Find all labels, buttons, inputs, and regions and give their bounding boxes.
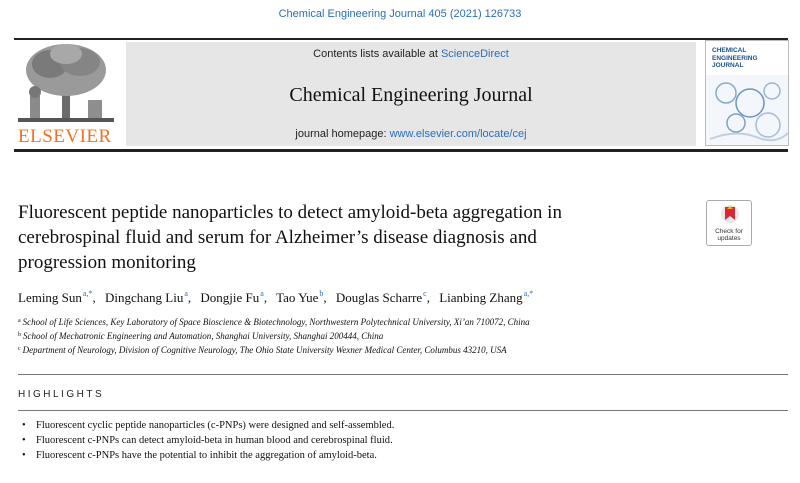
- affiliation-text: Department of Neurology, Division of Cognitive Neurology, The Ohio State University Wexner Medical Center, Columbus 43210, USA: [22, 345, 507, 355]
- highlight-item: • Fluorescent cyclic peptide nanoparticles (c-PNPs) were designed and self-assembled.: [20, 418, 394, 433]
- journal-cover-thumbnail[interactable]: [705, 40, 789, 146]
- author-list: [18, 289, 533, 306]
- affiliation-key: b: [18, 332, 21, 338]
- affiliation-text: School of Life Sciences, Key Laboratory of Space Bioscience & Biotechnology, Northwestern Polytechnical University, Xi’an 710072, China: [22, 317, 530, 327]
- homepage-line: [126, 128, 696, 140]
- author-name: Douglas Scharre: [335, 290, 423, 305]
- highlights-top-divider: [18, 374, 788, 375]
- author-affiliation-mark[interactable]: a,*: [82, 289, 93, 298]
- cover-title: [712, 47, 758, 70]
- journal-header-box: [126, 42, 696, 146]
- sciencedirect-link[interactable]: ScienceDirect: [440, 48, 509, 60]
- contents-line: [126, 48, 696, 60]
- author-affiliation-mark[interactable]: a: [260, 289, 264, 298]
- header-bottom-rule: [14, 149, 788, 152]
- cover-title-line: JOURNAL: [712, 62, 744, 69]
- affiliation-text: School of Mechatronic Engineering and Automation, Shanghai University, Shanghai 200444, China: [23, 331, 384, 341]
- author-name: Tao Yue: [276, 290, 319, 305]
- header-top-rule: [14, 38, 788, 40]
- cover-artwork-icon: [706, 75, 789, 146]
- homepage-link[interactable]: www.elsevier.com/locate/cej: [389, 128, 527, 140]
- affiliation-c: [18, 343, 530, 357]
- elsevier-wordmark: ELSEVIER: [18, 126, 112, 147]
- author-name: Dongjie Fu: [200, 290, 260, 305]
- title-line: Fluorescent peptide nanoparticles to detect amyloid-beta aggregation in: [18, 202, 562, 223]
- highlight-item: • Fluorescent c-PNPs can detect amyloid-beta in human blood and cerebrospinal fluid.: [20, 433, 394, 448]
- affiliation-a: [18, 315, 530, 329]
- check-for-updates-button[interactable]: [706, 200, 752, 246]
- highlight-item: • Fluorescent c-PNPs have the potential to inhibit the aggregation of amyloid-beta.: [20, 448, 394, 463]
- highlights-heading: HIGHLIGHTS: [18, 389, 105, 400]
- check-updates-icon: [707, 201, 753, 229]
- author[interactable]: Tao Yue$^b$,: [276, 289, 327, 305]
- author[interactable]: Dingchang Liu$^a$,: [104, 289, 192, 305]
- homepage-prefix: journal homepage:: [295, 128, 390, 140]
- author-affiliation-mark[interactable]: c: [423, 289, 427, 298]
- author-name: Lianbing Zhang: [439, 290, 523, 305]
- highlights-list: [20, 418, 394, 463]
- affiliation-b: [18, 329, 530, 343]
- check-updates-line: updates: [717, 235, 741, 242]
- check-updates-line: Check for: [715, 228, 743, 235]
- highlights-bottom-divider: [18, 410, 788, 411]
- affiliation-list: [18, 315, 530, 357]
- cover-title-line: ENGINEERING: [712, 54, 758, 62]
- journal-name: Chemical Engineering Journal: [289, 84, 533, 106]
- author-affiliation-mark[interactable]: a: [184, 289, 188, 298]
- affiliation-key: a: [18, 318, 21, 324]
- title-line: cerebrospinal fluid and serum for Alzheimer’s disease diagnosis and: [18, 227, 537, 248]
- cover-title-line: CHEMICAL: [712, 47, 747, 54]
- check-updates-label: [707, 228, 751, 242]
- author-affiliation-mark[interactable]: a,*: [523, 289, 534, 298]
- author-name: Dingchang Liu: [104, 290, 184, 305]
- affiliation-key: c: [18, 346, 21, 352]
- author[interactable]: Douglas Scharre$^c$,: [335, 289, 430, 305]
- author-name: Leming Sun: [18, 290, 82, 305]
- article-title: [18, 200, 678, 275]
- author[interactable]: Dongjie Fu$^a$,: [200, 289, 268, 305]
- contents-prefix: Contents lists available at: [313, 48, 441, 60]
- journal-citation[interactable]: Chemical Engineering Journal 405 (2021) 126733: [278, 8, 522, 20]
- author[interactable]: [439, 290, 533, 305]
- author[interactable]: Leming Sun$^{a,*}$,: [18, 289, 96, 305]
- title-line: progression monitoring: [18, 252, 196, 273]
- author-affiliation-mark[interactable]: b: [319, 289, 324, 298]
